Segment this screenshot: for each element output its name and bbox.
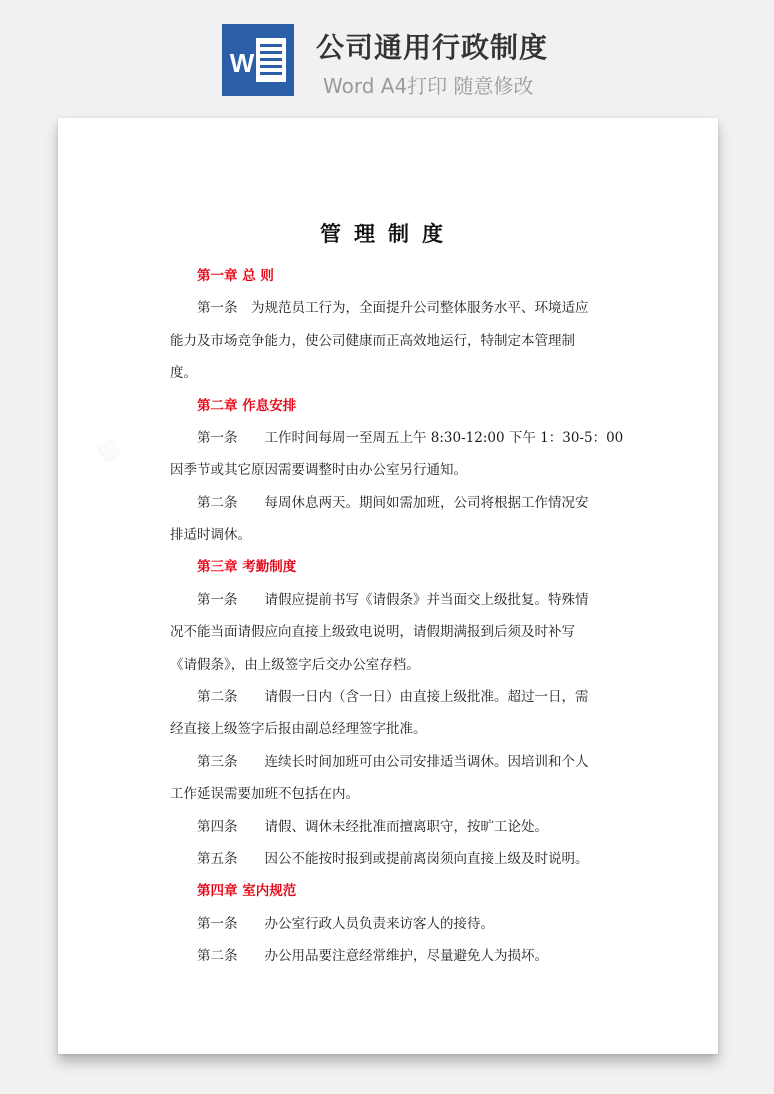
word-icon [222,24,294,96]
word-icon-letter: W [229,48,255,78]
paragraph-line: 第一条 为规范员工行为，全面提升公司整体服务水平、环境适应 [197,300,589,316]
banner-title: 公司通用行政制度 [316,31,549,64]
paragraph-line: 《请假条》，由上级签字后交办公室存档。 [170,657,420,673]
paragraph-line: 第二条 请假一日内（含一日）由直接上级批准。超过一日，需 [197,689,589,705]
chapter-heading: 第四章 室内规范 [197,883,297,899]
paragraph-line: 第一条 请假应提前书写《请假条》并当面交上级批复。特殊情 [197,592,589,608]
paragraph-line: 经直接上级签字后报由副总经理签字批准。 [170,721,427,737]
document-page [58,118,718,1054]
paragraph-line: 第一条 工作时间每周一至周五上午 8:30-12:00 下午 1：30-5：00 [197,430,624,446]
paragraph-line: 工作延误需要加班不包括在内。 [170,786,359,802]
paragraph-line: 第四条 请假、调休未经批准而擅离职守，按旷工论处。 [197,819,548,835]
banner-subtitle: Word A4打印 随意修改 [323,74,534,98]
watermark: ▨ [92,434,125,467]
paragraph-line: 度。 [170,365,197,381]
banner [0,0,774,110]
chapter-heading: 第一章 总 则 [197,268,274,284]
document-title: 管理制度 [320,221,456,246]
paragraph-line: 第一条 办公室行政人员负责来访客人的接待。 [197,916,494,932]
paragraph-line: 第二条 每周休息两天。期间如需加班，公司将根据工作情况安 [197,495,589,511]
paragraph-line: 因季节或其它原因需要调整时由办公室另行通知。 [170,462,467,478]
paragraph-line: 第五条 因公不能按时报到或提前离岗须向直接上级及时说明。 [197,851,589,867]
paragraph-line: 第三条 连续长时间加班可由公司安排适当调休。因培训和个人 [197,754,589,770]
paragraph-line: 排适时调休。 [170,527,251,543]
paragraph-line: 第二条 办公用品要注意经常维护，尽量避免人为损坏。 [197,948,548,964]
chapter-heading: 第三章 考勤制度 [197,559,297,575]
paragraph-line: 能力及市场竞争能力，使公司健康而正高效地运行，特制定本管理制 [170,333,575,349]
chapter-heading: 第二章 作息安排 [197,398,297,414]
paragraph-line: 况不能当面请假应向直接上级致电说明，请假期满报到后须及时补写 [170,624,575,640]
